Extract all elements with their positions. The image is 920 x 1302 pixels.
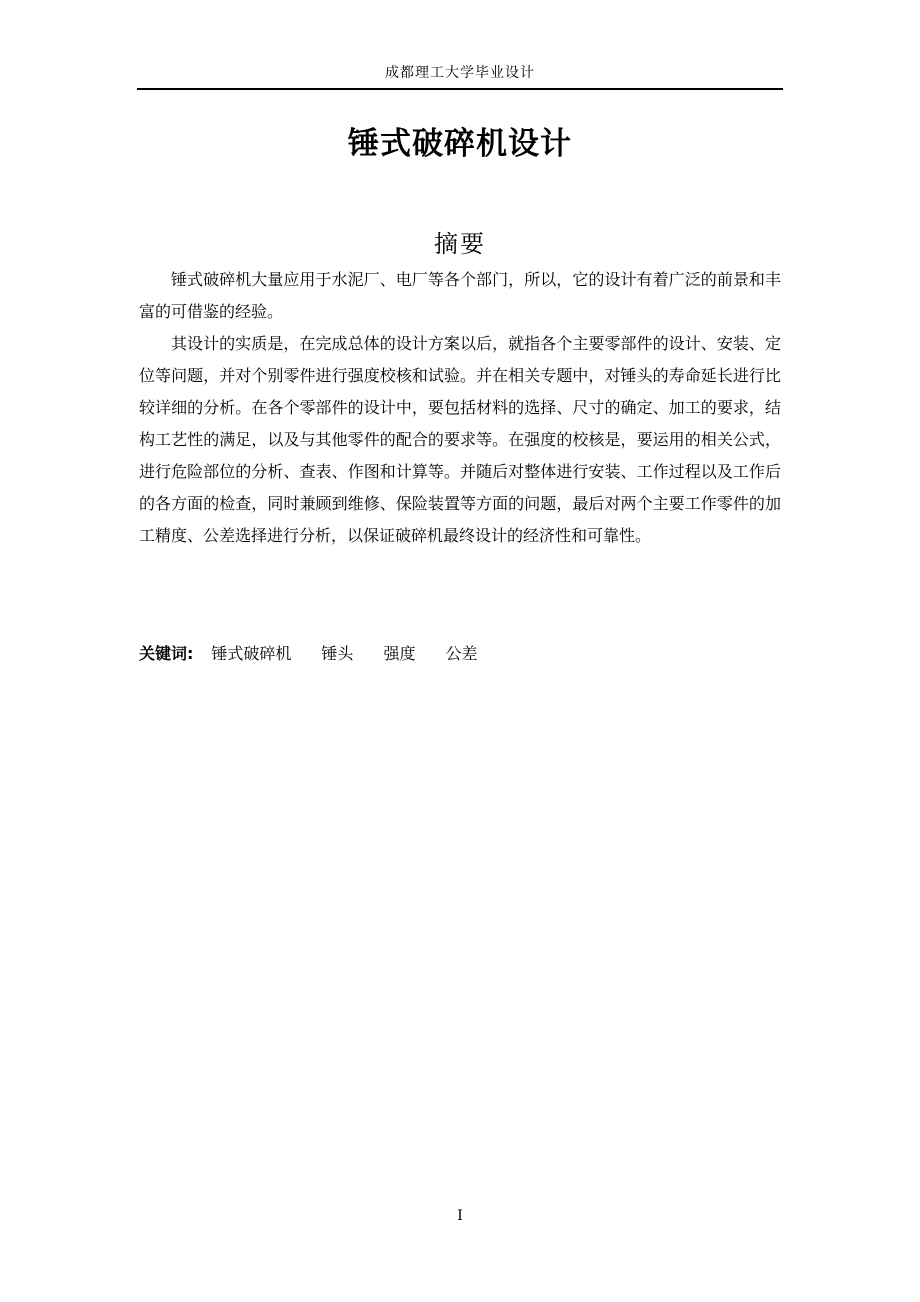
abstract-heading: 摘要 xyxy=(434,230,486,258)
abstract-paragraph-1: 锤式破碎机大量应用于水泥厂、电厂等各个部门，所以，它的设计有着广泛的前景和丰富的可借鉴的经验。 xyxy=(139,270,781,321)
document-title: 锤式破碎机设计 xyxy=(348,126,572,162)
keyword-item: 锤式破碎机 xyxy=(211,644,292,663)
header-divider xyxy=(137,88,783,90)
abstract-body xyxy=(139,264,781,552)
running-header: 成都理工大学毕业设计 xyxy=(385,65,535,81)
keywords-line xyxy=(139,641,781,667)
keyword-item: 公差 xyxy=(445,644,478,663)
keywords-label: 关键词: xyxy=(139,644,194,663)
page-number: I xyxy=(457,1208,463,1224)
abstract-paragraph-2: 其设计的实质是，在完成总体的设计方案以后，就指各个主要零部件的设计、安装、定位等问题，并对个别零件进行强度校核和试验。并在相关专题中，对锤头的寿命延长进行比较详细的分析。在各个零部件的设计中，要包括材料的选择、尺寸的确定、加工的要求，结构工艺性的满足，以及与其他零件的配合的要求等。在强度的校核是，要运用的相关公式，进行危险部位的分析、查表、作图和计算等。并随后对整体进行安装、工作过程以及工作后的各方面的检查，同时兼顾到维修、保险装置等方面的问题，最后对两个主要工作零件的加工精度、公差选择进行分析，以保证破碎机最终设计的经济性和可靠性。 xyxy=(139,334,781,545)
keyword-item: 强度 xyxy=(383,644,416,663)
keyword-item: 锤头 xyxy=(321,644,354,663)
